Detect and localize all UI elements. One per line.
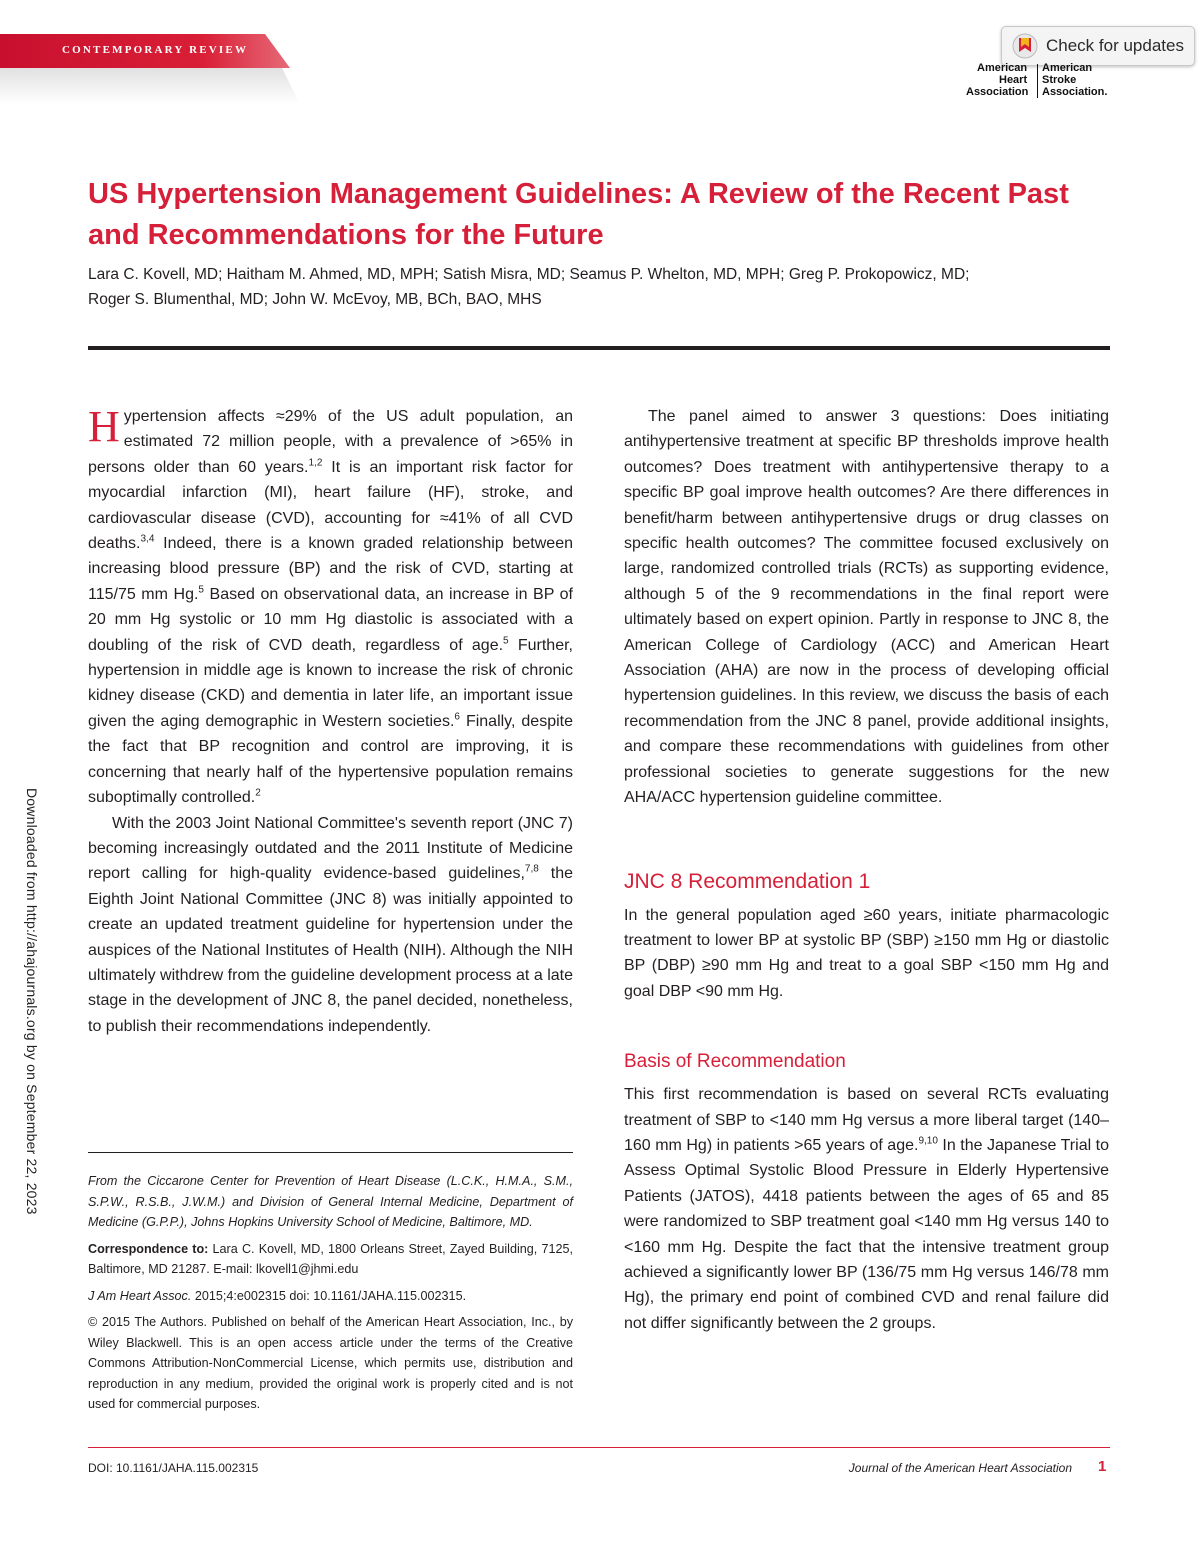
copyright-note: © 2015 The Authors. Published on behalf of the American Heart Association, Inc., by Wiley Blackwell. This is an open access article under the terms of the Creative Commons Attribution-NonCommercial License, which permits use, distribution and reproduction in any medium, provided the original work is properly cited and is not used for commercial purposes. [88,1315,573,1411]
left-column [88,404,573,1039]
author-list [88,262,1118,312]
body-paragraph [624,1082,1109,1336]
footnote-divider [88,1152,573,1153]
banner-shadow [0,64,300,104]
correspondence-label: Correspondence to: [88,1241,209,1256]
text-run: It is an important risk factor for myocardial infarction (MI), heart failure (HF), stroke, and cardiovascular disease (CVD), accounting for ≈41% of all CVD deaths. [88,458,574,553]
citation-journal: J Am Heart Assoc. [88,1288,192,1303]
reference-superscript: 5 [198,584,204,596]
reference-superscript: 3,4 [140,533,155,545]
logo-divider [1037,64,1038,98]
logo-text: American [977,62,1028,74]
text-run: Indeed, there is a known graded relationship between increasing blood pressure (BP) and the risk of CVD, starting at 115/75 mm Hg. [88,535,573,603]
logo-text: Heart [999,74,1028,86]
reference-superscript: 2 [255,787,261,799]
spacer [624,811,1109,869]
correspondence-text: Lara C. Kovell, MD, 1800 Orleans Street, Zayed Building, 7125, Baltimore, MD 21287. E-mail: lkovell1@jhmi.edu [88,1241,574,1276]
check-for-updates-button[interactable] [1001,26,1195,66]
author-line: Roger S. Blumenthal, MD; John W. McEvoy, MB, BCh, BAO, MHS [88,291,542,308]
reference-superscript: 6 [454,711,460,723]
text-run: Finally, despite the fact that BP recognition and control are improving, it is concerning that nearly half of the hypertensive population remains suboptimally controlled. [88,712,573,807]
reference-superscript: 9,10 [918,1135,938,1147]
text-run: This first recommendation is based on several RCTs evaluating treatment of SBP to <140 mm Hg versus a more liberal target (140–160 mm Hg) in patients >65 years of age. [624,1086,1109,1154]
reference-superscript: 7,8 [524,863,539,875]
correspondence-note [88,1239,573,1280]
spacer [624,1074,1109,1082]
banner-label: CONTEMPORARY REVIEW [62,44,249,56]
page-number: 1 [1098,1458,1107,1475]
logo-text: Association [966,86,1029,98]
text-run: Further, hypertension in middle age is known to increase the risk of chronic kidney disease (CKD) and dementia in later life, an important issue given the aging demographic in Western societies. [88,636,573,730]
footer-doi: DOI: 10.1161/JAHA.115.002315 [88,1461,259,1475]
text-run: the Eighth Joint National Committee (JNC 8) was initially appointed to create an updated treatment guideline for hypertension under the auspices of the National Institutes of Health (NIH). Although the NIH ultimately withdrew from the guideline development process at a late stage in the development of JNC 8, the panel decided, nonetheless, to publish their recommendations independently. [88,865,573,1035]
intro-paragraph [88,404,573,811]
footer-journal-name: Journal of the American Heart Association [848,1461,1072,1475]
spacer [624,1004,1109,1050]
text-run: ypertension affects ≈29% of the US adult population, an estimated 72 million people, with a prevalence of >65% in persons older than 60 years. [88,408,573,476]
drop-cap: H [88,402,120,451]
logo-text: Association. [1042,86,1108,98]
citation-note [88,1286,573,1307]
reference-superscript: 1,2 [308,457,323,469]
crossmark-icon [1012,33,1038,59]
body-paragraph: The panel aimed to answer 3 questions: Does initiating antihypertensive treatment at specific BP thresholds improve health outcomes? Does treatment with antihypertensive therapy to a specific BP goal improve health outcomes? Are there differences in benefit/harm between antihypertensive drugs or drug classes on specific health outcomes? The committee focused exclusively on large, randomized controlled trials (RCTs) as supporting evidence, although 5 of the 9 recommendations in the final report were ultimately based on expert opinion. Partly in response to JNC 8, the American College of Cardiology (ACC) and American Heart Association (AHA) are now in the process of developing official hypertension guidelines. In this review, we discuss the basis of each recommendation from the JNC 8 panel, provide additional insights, and compare these recommendations with guidelines from other professional societies to generate suggestions for the new AHA/ACC hypertension guideline committee. [624,408,1109,807]
reference-superscript: 5 [503,635,509,647]
logo-text: American [1042,62,1093,74]
spacer [624,895,1109,903]
footnotes [88,1171,573,1421]
check-for-updates-label: Check for updates [1046,36,1184,55]
affiliation-note: From the Ciccarone Center for Prevention of Heart Disease (L.C.K., H.M.A., S.M., S.P.W., R.S.B., J.W.M.) and Division of General Internal Medicine, Department of Medicine (G.P.P.), Johns Hopkins University School of Medicine, Baltimore, MD. [88,1174,573,1229]
text-run: In the Japanese Trial to Assess Optimal Systolic Blood Pressure in Elderly Hypertensive Patients (JATOS), 4418 patients between the ages of 65 and 85 were randomized to SBP treatment goal <140 mm Hg versus 140 to <160 mm Hg. Despite the fact that the intensive treatment group achieved a significantly lower BP (136/75 mm Hg versus 146/78 mm Hg), the primary end point of combined CVD and renal failure did not differ significantly between the 2 groups. [624,1136,1109,1332]
author-line: Lara C. Kovell, MD; Haitham M. Ahmed, MD, MPH; Satish Misra, MD; Seamus P. Whelton, MD, MPH; Greg P. Prokopowicz, MD; [88,266,970,283]
citation-details: 2015;4:e002315 doi: 10.1161/JAHA.115.002315. [191,1288,467,1303]
text-run: Based on observational data, an increase in BP of 20 mm Hg systolic or 10 mm Hg diastolic is associated with a doubling of the risk of CVD death, regardless of age. [88,585,573,654]
recommendation-paragraph: In the general population aged ≥60 years, initiate pharmacologic treatment to lower BP at systolic BP (SBP) ≥150 mm Hg or diastolic BP (DBP) ≥90 mm Hg and treat to a goal SBP <150 mm Hg and goal DBP <90 mm Hg. [624,906,1109,1000]
download-watermark: Downloaded from http://ahajournals.org by on September 22, 2023 [24,788,40,1215]
right-column [624,404,1109,1336]
logo-text: Stroke [1042,74,1077,86]
title-divider [88,346,1110,350]
text-run: With the 2003 Joint National Committee's seventh report (JNC 7) becoming increasingly outdated and the 2011 Institute of Medicine report calling for high-quality evidence-based guidelines, [88,814,573,883]
footer-divider [88,1447,1110,1448]
section-heading: JNC 8 Recommendation 1 [624,869,871,893]
body-paragraph [88,811,573,1040]
subsection-heading: Basis of Recommendation [624,1051,846,1073]
article-title: US Hypertension Management Guidelines: A Review of the Recent Past and Recommendations for the Future [88,178,1069,251]
